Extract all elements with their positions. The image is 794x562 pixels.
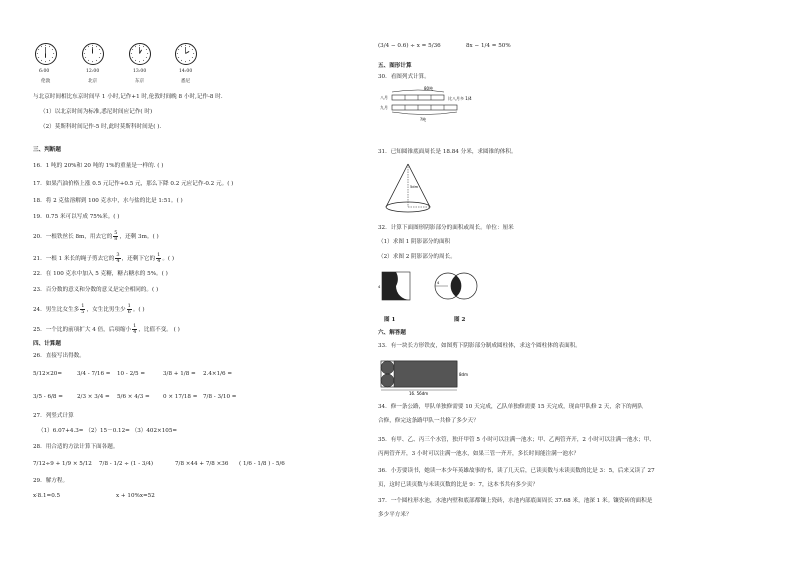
calc-item: 2.4×1/6 = <box>203 371 233 377</box>
clock-time: 6:00 <box>39 69 50 74</box>
clock-time: 14:00 <box>179 69 193 74</box>
q37-line1: 37．一个圆柱形水池，水池内壁和底部都镶上瓷砖，水池内部底面周长 37.68 米，池深 1 米。镶瓷砖的面积是 <box>378 498 653 504</box>
figure2-shade <box>451 276 461 297</box>
clock-icon <box>176 44 195 63</box>
q18: 18．将 2 克盐溶解到 100 克水中，水与盐的比是 1:51。( ) <box>33 198 183 204</box>
clock-face <box>35 43 57 65</box>
q30: 30．看图列式计算。 <box>378 74 430 80</box>
intro-q1: （1）以北京时间为标准,悉尼时间应记作( 时) <box>40 109 153 115</box>
q31: 31．已知圆锥底面周长是 18.84 分米，求圆锥的体积。 <box>378 149 517 155</box>
q34-line1: 34．修一条公路，甲队单独修需要 10 天完成，乙队单独修需要 15 天完成，现由甲队修 2 天，余下的两队 <box>378 404 643 410</box>
q21: 21．一根 1 米长的绳子剪去它的 $\frac{3}{4}$ ，还剩下它的 $\frac{1}{4}$ 。( ) <box>33 252 175 264</box>
q25: 25．一个比的前项扩大 4 倍，后项缩小 $\frac{1}{4}$ ，比值不变。 ( ) <box>33 323 180 335</box>
clock-city: 北京 <box>88 79 98 84</box>
q26: 26．直接写出得数。 <box>33 353 85 359</box>
clock-face <box>175 43 197 65</box>
fraction: $\frac{3}{4}$ <box>116 252 120 264</box>
sheet-diagram <box>378 356 474 396</box>
q20-text-b: ，还剩 3m。( ) <box>119 234 159 240</box>
eq1: x∶8.1=0.5 <box>33 493 61 499</box>
eq2: x + 10%x=52 <box>116 493 155 499</box>
q32: 32．计算下面图形阴影部分的面积或周长。单位：厘米 <box>378 225 514 231</box>
cone-height-label: 5dm <box>410 185 419 189</box>
clock-face <box>129 43 151 65</box>
q36-line1: 36．小芳要读书，她读一本少年英雄故事的书，读了几天后，已读页数与未读页数的比是 3：5，后来又读了 27 <box>378 468 655 474</box>
intro-line: 与北京时间相比东京时间早 1 小时,记作+1 时,伦敦时间晚 8 小时,记作-8 时. <box>33 94 223 100</box>
calc-item: 3/8 + 1/8 = <box>163 371 196 377</box>
figure-2 <box>428 268 488 308</box>
hour-hand <box>186 51 190 53</box>
q19: 19．0.75 米可以写成 75%米。( ) <box>33 214 120 220</box>
q33: 33．有一块长方形铁皮，如图剪下阴影部分制成圆柱体，求这个圆柱体的表面积。 <box>378 343 581 349</box>
fraction: $\frac{1}{6}$ <box>127 303 131 315</box>
diagram-bottom-label: ?吨 <box>420 117 427 122</box>
figure-1 <box>378 268 418 308</box>
equation-b: 8x − 1/4 = 50% <box>466 43 511 49</box>
section4-title: 四、计算题 <box>33 341 61 347</box>
q20 <box>33 231 159 242</box>
figure1-shade <box>382 272 398 300</box>
q35-line2: 丙两管齐开，3 小时可以注满一池水，如果三管一齐开，多长时间能注满一池水？ <box>378 451 580 457</box>
clock-city: 东京 <box>135 79 145 84</box>
calc-item: 5/12×20= <box>33 371 63 377</box>
q22: 22．在 100 克水中加入 5 克糖，糖占糖水的 5%。( ) <box>33 271 168 277</box>
figure2-dim: 4 <box>437 281 440 285</box>
equation-a: (3/4 − 0.6) ÷ x = 5/36 <box>378 43 441 49</box>
fraction: $\frac{1}{4}$ <box>133 323 137 335</box>
clock-icon <box>83 44 102 63</box>
q17: 17．如果汽油价格上涨 0.5 元记作+0.5 元，那么下降 0.2 元应记作-0.2 元。( ) <box>33 181 234 187</box>
calc-item: 10 - 2/5 = <box>117 371 146 377</box>
calc-item: 5/6 × 4/3 = <box>117 394 150 400</box>
sheet-height-label: 8dm <box>459 372 468 377</box>
q16: 16．1 吨的 20%和 20 吨的 1%的重量是一样的. ( ) <box>33 163 164 169</box>
q27: 27．列竖式计算 <box>33 413 74 419</box>
clock-icon <box>36 44 55 63</box>
intro-q2: （2）莫斯科时间记作-5 时,此时莫斯科时间是( ). <box>40 124 162 130</box>
diagram-row1-label: 八月 <box>380 95 388 100</box>
calc-item: 7/12÷9 + 1/9 × 5/12 <box>33 461 92 467</box>
diagram-top-label: 80吨 <box>424 86 434 91</box>
cone-figure <box>378 160 438 218</box>
calc-item: 2/3 × 3/4 = <box>77 394 110 400</box>
section3-title: 三、判断题 <box>33 147 61 153</box>
calc-item: ( 1/6 - 1/8 ) - 5/6 <box>239 461 285 467</box>
section6-title: 六、解答题 <box>378 330 406 336</box>
section5-title: 五、图形计算 <box>378 63 412 69</box>
calc-item: 7/8 ×44 + 7/8 ×36 <box>175 461 229 467</box>
fraction: $\frac{1}{4}$ <box>157 252 161 264</box>
q20-text-a: 20．一根铁丝长 8m，用去它的 <box>33 234 113 240</box>
clock-icon <box>130 44 149 63</box>
clock-time: 13:00 <box>133 69 147 74</box>
q36-line2: 页，这时已读页数与未读页数的比是 9：7，这本书共有多少页？ <box>378 482 538 488</box>
q35-line1: 35．有甲、乙、丙三个水管，独开甲管 5 小时可以注满一池水；甲、乙两管齐开，2 小时可以注满一池水；甲、 <box>378 437 655 443</box>
calc-item: 7/8 - 3/10 = <box>203 394 237 400</box>
clock-time: 12:00 <box>86 69 100 74</box>
figure1-dim: 4 <box>378 285 381 289</box>
q34-line2: 合修，修完这条路甲队一共修了多少天？ <box>378 418 479 424</box>
clock-city: 伦敦 <box>41 79 51 84</box>
q37-line2: 多少平方米？ <box>378 512 412 518</box>
q24: 24．男生比女生多 $\frac{1}{5}$ ，女生比男生少 $\frac{1}{6}$ 。( ) <box>33 303 145 315</box>
figure2-caption: 图 2 <box>454 317 466 323</box>
clock-face <box>82 43 104 65</box>
q29: 29．解方程。 <box>33 478 69 484</box>
fraction: $\frac{1}{5}$ <box>81 303 85 315</box>
figure1-caption: 图 1 <box>384 317 396 323</box>
clock-city: 悉尼 <box>181 79 191 84</box>
q32b: （2）求图 2 阴影部分的周长。 <box>378 254 456 260</box>
bar-september <box>392 105 457 110</box>
diagram-row2-label: 九月 <box>380 105 388 110</box>
q32a: （1）求图 1 阴影部分的面积 <box>378 239 451 245</box>
calc-item: 3/5 - 6/8 = <box>33 394 63 400</box>
sheet-width-label: 16. 56dm <box>409 391 429 396</box>
bar-diagram <box>378 84 488 124</box>
fraction: $\frac{5}{8}$ <box>114 230 118 242</box>
q27-row: （1）6.07+4.3= （2）15－0.12= （3）402×105= <box>38 428 178 434</box>
calc-item: 0 × 17/18 = <box>163 394 198 400</box>
calc-item: 3/4 - 7/16 = <box>77 371 111 377</box>
calc-item: 7/8 - 1/2 ÷ (1 - 3/4) <box>99 461 154 467</box>
q28: 28．用合适的方法计算下面各题。 <box>33 444 119 450</box>
diagram-note: 比八月多 1/4 <box>448 96 472 101</box>
q23: 23．百分数的意义和分数的意义是完全相同的。( ) <box>33 287 159 293</box>
